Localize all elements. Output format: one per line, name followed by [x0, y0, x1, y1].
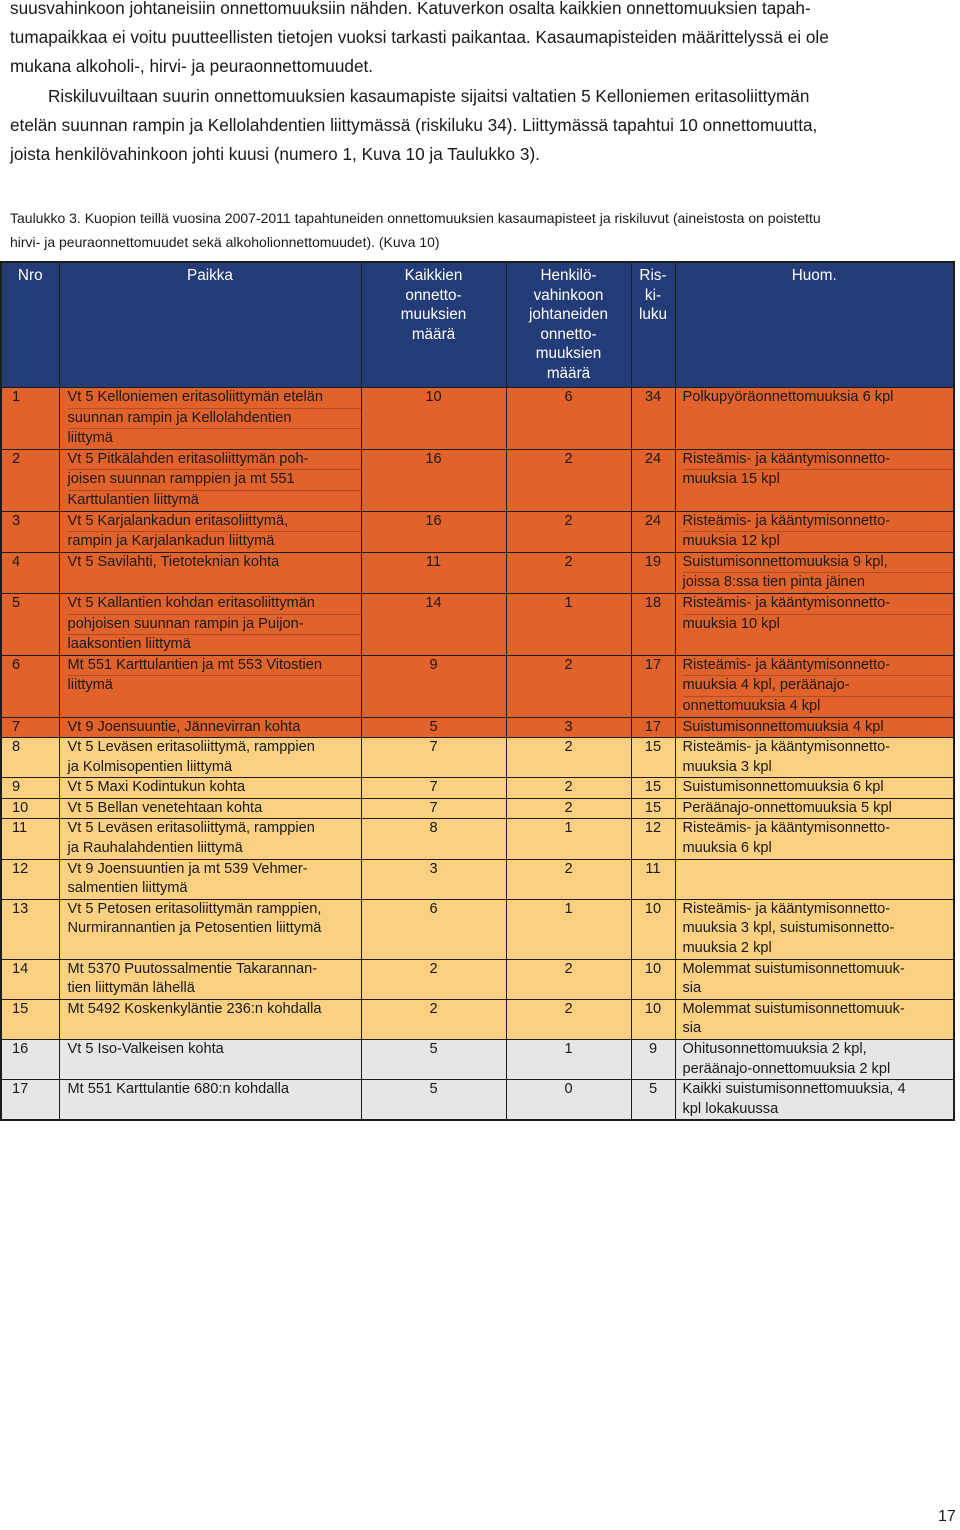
table-row — [1, 511, 954, 552]
table-caption — [10, 206, 954, 254]
cell-kaikki: 7 — [361, 778, 506, 799]
cell-paikka: Vt 5 Iso-Valkeisen kohta — [59, 1040, 361, 1080]
cell-huom: Molemmat suistumisonnettomuuk- sia — [675, 999, 954, 1039]
cell-paikka: Vt 5 Kallantien kohdan eritasoliittymän pohjoisen suunnan rampin ja Puijon- laaksontien liittymä — [59, 593, 361, 655]
cell-huom: Kaikki suistumisonnettomuuksia, 4 kpl lokakuussa — [675, 1080, 954, 1121]
cell-kaikki: 6 — [361, 899, 506, 959]
cell-nro: 3 — [1, 511, 59, 552]
cell-nro: 7 — [1, 717, 59, 738]
text-line: suusvahinkoon johtaneisiin onnettomuuksiin nähden. Katuverkon osalta kaikkien onnettomuuksien tapah- — [10, 0, 811, 18]
cell-riski: 10 — [631, 999, 675, 1039]
cell-paikka: Vt 9 Joensuuntie, Jännevirran kohta — [59, 717, 361, 738]
cell-henkilo: 1 — [506, 1040, 631, 1080]
cell-nro: 6 — [1, 655, 59, 717]
cell-paikka: Mt 551 Karttulantie 680:n kohdalla — [59, 1080, 361, 1121]
cell-huom: Suistumisonnettomuuksia 9 kpl, joissa 8:ssa tien pinta jäinen — [675, 552, 954, 593]
cell-paikka: Vt 5 Karjalankadun eritasoliittymä, rampin ja Karjalankadun liittymä — [59, 511, 361, 552]
header-henkilovahinko: Henkilö- vahinkoon johtaneiden onnetto- muuksien määrä — [506, 262, 631, 388]
cell-nro: 1 — [1, 388, 59, 450]
cell-huom: Ohitusonnettomuuksia 2 kpl, peräänajo-onnettomuuksia 2 kpl — [675, 1040, 954, 1080]
cell-riski: 24 — [631, 511, 675, 552]
cell-huom: Suistumisonnettomuuksia 4 kpl — [675, 717, 954, 738]
cell-nro: 16 — [1, 1040, 59, 1080]
cell-huom: Risteämis- ja kääntymisonnetto- muuksia 3 kpl — [675, 738, 954, 778]
cell-kaikki: 7 — [361, 738, 506, 778]
cell-henkilo: 2 — [506, 798, 631, 819]
cell-nro: 11 — [1, 819, 59, 859]
cell-henkilo: 1 — [506, 819, 631, 859]
cell-riski: 10 — [631, 959, 675, 999]
cell-henkilo: 2 — [506, 959, 631, 999]
cell-henkilo: 3 — [506, 717, 631, 738]
cell-riski: 17 — [631, 655, 675, 717]
cell-paikka: Mt 5492 Koskenkyläntie 236:n kohdalla — [59, 999, 361, 1039]
table-header-row — [1, 262, 954, 388]
cell-nro: 15 — [1, 999, 59, 1039]
cell-huom: Risteämis- ja kääntymisonnetto- muuksia 3 kpl, suistumisonnetto- muuksia 2 kpl — [675, 899, 954, 959]
cell-kaikki: 10 — [361, 388, 506, 450]
cell-riski: 12 — [631, 819, 675, 859]
cell-huom: Peräänajo-onnettomuuksia 5 kpl — [675, 798, 954, 819]
cell-riski: 9 — [631, 1040, 675, 1080]
cell-huom: Risteämis- ja kääntymisonnetto- muuksia 10 kpl — [675, 593, 954, 655]
cell-riski: 5 — [631, 1080, 675, 1121]
cell-huom — [675, 859, 954, 899]
caption-line: Taulukko 3. Kuopion teillä vuosina 2007-2011 tapahtuneiden onnettomuuksien kasaumapisteet ja riskiluvut (aineistosta on poistettu — [10, 210, 821, 226]
cell-henkilo: 2 — [506, 449, 631, 511]
cell-paikka: Mt 5370 Puutossalmentie Takarannan- tien liittymän lähellä — [59, 959, 361, 999]
table-row — [1, 959, 954, 999]
cell-henkilo: 2 — [506, 552, 631, 593]
cell-huom: Risteämis- ja kääntymisonnetto- muuksia 6 kpl — [675, 819, 954, 859]
cell-riski: 15 — [631, 738, 675, 778]
cell-nro: 8 — [1, 738, 59, 778]
table-row — [1, 655, 954, 717]
accident-cluster-table — [0, 261, 955, 1121]
cell-kaikki: 8 — [361, 819, 506, 859]
table-row — [1, 778, 954, 799]
cell-henkilo: 2 — [506, 778, 631, 799]
cell-nro: 12 — [1, 859, 59, 899]
cell-henkilo: 2 — [506, 655, 631, 717]
text-line: Riskiluvuiltaan suurin onnettomuuksien kasaumapiste sijaitsi valtatien 5 Kelloniemen eritasoliittymän — [48, 86, 810, 106]
page-number: 17 — [938, 1508, 956, 1525]
text-line: tumapaikkaa ei voitu puutteellisten tietojen vuoksi tarkasti paikantaa. Kasaumapisteiden määrittelyssä ei ole — [10, 27, 829, 47]
table-row — [1, 899, 954, 959]
cell-kaikki: 2 — [361, 999, 506, 1039]
text-line: mukana alkoholi-, hirvi- ja peuraonnettomuudet. — [10, 56, 374, 76]
cell-huom: Risteämis- ja kääntymisonnetto- muuksia 4 kpl, peräänajo- onnettomuuksia 4 kpl — [675, 655, 954, 717]
table-row — [1, 798, 954, 819]
table-row — [1, 593, 954, 655]
table-row — [1, 819, 954, 859]
cell-nro: 4 — [1, 552, 59, 593]
cell-paikka: Vt 5 Kelloniemen eritasoliittymän etelän suunnan rampin ja Kellolahdentien liittymä — [59, 388, 361, 450]
header-paikka: Paikka — [59, 262, 361, 388]
cell-riski: 15 — [631, 798, 675, 819]
table-row — [1, 999, 954, 1039]
cell-henkilo: 2 — [506, 738, 631, 778]
cell-paikka: Vt 5 Pitkälahden eritasoliittymän poh- joisen suunnan ramppien ja mt 551 Karttulantien liittymä — [59, 449, 361, 511]
cell-kaikki: 11 — [361, 552, 506, 593]
cell-riski: 11 — [631, 859, 675, 899]
cell-paikka: Vt 5 Leväsen eritasoliittymä, ramppien ja Kolmisopentien liittymä — [59, 738, 361, 778]
cell-paikka: Vt 5 Bellan venetehtaan kohta — [59, 798, 361, 819]
cell-riski: 18 — [631, 593, 675, 655]
cell-paikka: Vt 5 Leväsen eritasoliittymä, ramppien ja Rauhalahdentien liittymä — [59, 819, 361, 859]
table-row — [1, 717, 954, 738]
cell-nro: 10 — [1, 798, 59, 819]
cell-riski: 24 — [631, 449, 675, 511]
header-riskiluku: Ris- ki- luku — [631, 262, 675, 388]
cell-kaikki: 5 — [361, 717, 506, 738]
header-huom: Huom. — [675, 262, 954, 388]
cell-riski: 34 — [631, 388, 675, 450]
cell-riski: 17 — [631, 717, 675, 738]
header-kaikkien: Kaikkien onnetto- muuksien määrä — [361, 262, 506, 388]
cell-kaikki: 16 — [361, 511, 506, 552]
cell-henkilo: 6 — [506, 388, 631, 450]
cell-paikka: Mt 551 Karttulantien ja mt 553 Vitostien liittymä — [59, 655, 361, 717]
cell-nro: 17 — [1, 1080, 59, 1121]
text-line: joista henkilövahinkoon johti kuusi (numero 1, Kuva 10 ja Taulukko 3). — [10, 144, 540, 164]
cell-kaikki: 3 — [361, 859, 506, 899]
cell-kaikki: 5 — [361, 1080, 506, 1121]
intro-paragraph — [10, 0, 954, 81]
cell-riski: 10 — [631, 899, 675, 959]
cell-nro: 13 — [1, 899, 59, 959]
cell-kaikki: 9 — [361, 655, 506, 717]
cell-huom: Suistumisonnettomuuksia 6 kpl — [675, 778, 954, 799]
cell-paikka: Vt 5 Maxi Kodintukun kohta — [59, 778, 361, 799]
cell-riski: 15 — [631, 778, 675, 799]
cell-paikka: Vt 9 Joensuuntien ja mt 539 Vehmer- salmentien liittymä — [59, 859, 361, 899]
cell-huom: Risteämis- ja kääntymisonnetto- muuksia 12 kpl — [675, 511, 954, 552]
cell-kaikki: 2 — [361, 959, 506, 999]
cell-paikka: Vt 5 Petosen eritasoliittymän ramppien, Nurmirannantien ja Petosentien liittymä — [59, 899, 361, 959]
cell-henkilo: 2 — [506, 999, 631, 1039]
table-row — [1, 449, 954, 511]
cell-henkilo: 1 — [506, 899, 631, 959]
header-nro: Nro — [1, 262, 59, 388]
table-row — [1, 738, 954, 778]
table-row — [1, 859, 954, 899]
caption-line: hirvi- ja peuraonnettomuudet sekä alkoholionnettomuudet). (Kuva 10) — [10, 234, 440, 250]
cell-henkilo: 2 — [506, 511, 631, 552]
cell-paikka: Vt 5 Savilahti, Tietoteknian kohta — [59, 552, 361, 593]
cell-henkilo: 2 — [506, 859, 631, 899]
text-line: etelän suunnan rampin ja Kellolahdentien liittymässä (riskiluku 34). Liittymässä tapahtui 10 onnettomuutta, — [10, 115, 818, 135]
table-row — [1, 552, 954, 593]
cell-nro: 9 — [1, 778, 59, 799]
cell-kaikki: 16 — [361, 449, 506, 511]
cell-huom: Risteämis- ja kääntymisonnetto- muuksia 15 kpl — [675, 449, 954, 511]
cell-huom: Polkupyöräonnettomuuksia 6 kpl — [675, 388, 954, 450]
cell-kaikki: 5 — [361, 1040, 506, 1080]
risk-paragraph — [10, 82, 954, 169]
cell-henkilo: 0 — [506, 1080, 631, 1121]
cell-kaikki: 14 — [361, 593, 506, 655]
cell-huom: Molemmat suistumisonnettomuuk- sia — [675, 959, 954, 999]
cell-nro: 5 — [1, 593, 59, 655]
cell-nro: 14 — [1, 959, 59, 999]
table-row — [1, 1080, 954, 1121]
cell-riski: 19 — [631, 552, 675, 593]
table-row — [1, 1040, 954, 1080]
table-row — [1, 388, 954, 450]
cell-henkilo: 1 — [506, 593, 631, 655]
cell-kaikki: 7 — [361, 798, 506, 819]
cell-nro: 2 — [1, 449, 59, 511]
